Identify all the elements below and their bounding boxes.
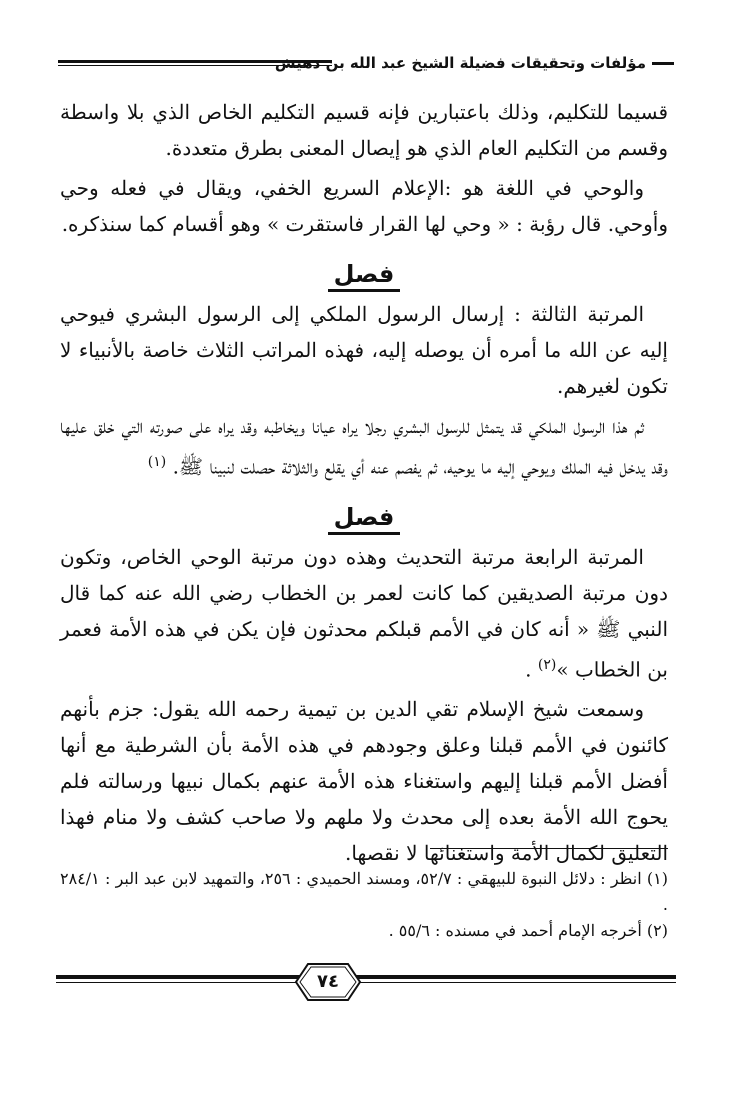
header-title-text: مؤلفات وتحقيقات فضيلة الشيخ عبد الله بن دهيش [274,54,646,72]
footnote-ref-2: (٢) [537,656,557,673]
paragraph-4-text: ثم هذا الرسول الملكي قد يتمثل للرسول البشري رجلا يراه عيانا ويخاطبه وقد يراه على صورته التي خلق عليها وقد يدخل فيه الملك ويوحي إليه ما يوحيه، ثم يفصم عنه أي يقلع والثلاثة حصلت لنبينا ﷺ. [60,414,668,479]
section-heading-1-text: فصل [328,260,401,292]
footer-rule [56,975,676,983]
page-number-badge [294,962,362,1002]
paragraph-1: قسيما للتكليم، وذلك باعتبارين فإنه قسيم التكليم الخاص الذي بلا واسطة وقسم من التكليم العام الذي هو إيصال المعنى بطرق متعددة. [60,100,668,160]
footnotes [60,866,668,944]
page-footer [56,962,676,1006]
paragraph-6: وسمعت شيخ الإسلام تقي الدين بن تيمية رحمه الله يقول: جزم بأنهم كائنون في الأمم قبلنا وعلق وجودهم في هذه الأمة بأن الشرطية مع أنها أفضل الأمم قبلنا إليهم واستغناء هذه الأمة عنهم بكمال نبيها ورسالته فلم يحوج الله الأمة بعده إلى محدث ولا ملهم ولا صاحب كشف ولا منام فهذا التعليق لكمال الأمة واستغنائها لا نقصها. [60,697,668,866]
header-title [275,50,674,76]
paragraph-4 [60,408,668,485]
main-text [60,94,668,871]
section-heading-1 [60,260,668,288]
footnote-2: (٢) أخرجه الإمام أحمد في مسنده : ٥٥/٦ . [388,921,668,940]
footnote-separator [430,848,668,849]
section-heading-2-text: فصل [328,503,401,535]
paragraph-2: والوحي في اللغة هو :الإعلام السريع الخفي، ويقال في فعله وحي وأوحي. قال رؤبة : « وحي لها القرار فاستقرت » وهو أقسام كما سنذكره. [60,176,668,236]
header-mark [652,62,674,65]
footnote-ref-1: (١) [147,454,167,470]
page-number: ٧٤ [317,971,339,992]
section-heading-2 [60,503,668,531]
paragraph-5-end: . [525,657,538,682]
footnote-1: (١) انظر : دلائل النبوة للبيهقي : ٥٢/٧، ومسند الحميدي : ٢٥٦، والتمهيد لابن عبد البر : ٢٨٤/١ . [60,869,668,914]
paragraph-5 [60,539,668,688]
running-header [58,50,674,76]
paragraph-5-text: المرتبة الرابعة مرتبة التحديث وهذه دون مرتبة الوحي الخاص، وتكون دون مرتبة الصديقين كما كانت لعمر بن الخطاب رضي الله عنه كما قال النبي ﷺ « أنه كان في الأمم قبلكم محدثون فإن يكن في هذه الأمة فعمر بن الخطاب » [60,544,668,682]
paragraph-3: المرتبة الثالثة : إرسال الرسول الملكي إلى الرسول البشري فيوحي إليه عن الله ما أمره أن يوصله إليه، فهذه المراتب الثلاث خاصة بالأنبياء لا تكون لغيرهم. [60,302,668,398]
